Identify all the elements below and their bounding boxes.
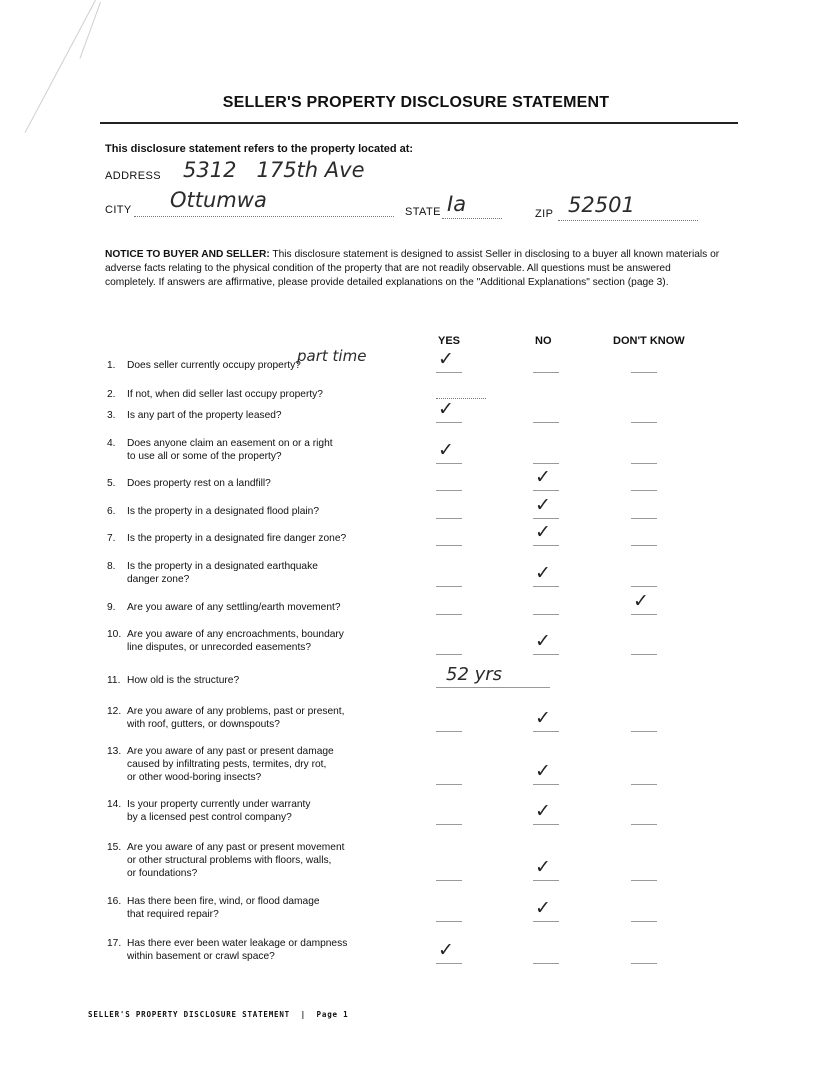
check-mark-icon: ✓ (535, 760, 551, 782)
answer-blank-yes[interactable] (436, 880, 462, 881)
answer-blank-dont-know[interactable] (631, 784, 657, 785)
question-number: 2. (107, 389, 116, 400)
question-text: Is any part of the property leased? (127, 410, 282, 421)
question-row (107, 437, 333, 463)
answer-blank-dont-know[interactable] (631, 490, 657, 491)
answer-blank-no[interactable] (533, 824, 559, 825)
city-underline (134, 216, 394, 217)
answer-text-field[interactable]: 52 yrs (446, 664, 503, 685)
answer-blank-yes[interactable] (436, 490, 462, 491)
answer-blank-dont-know[interactable] (631, 654, 657, 655)
question-number: 12. (107, 706, 122, 717)
question-number: 7. (107, 533, 116, 544)
answer-blank-dont-know[interactable] (631, 586, 657, 587)
question-row (107, 560, 318, 586)
answer-blank-no[interactable] (533, 463, 559, 464)
check-mark-icon: ✓ (535, 466, 551, 488)
title-rule (100, 122, 738, 124)
notice-paragraph (105, 248, 720, 290)
question-row (107, 937, 347, 963)
question-number: 10. (107, 629, 122, 640)
answer-blank-dont-know[interactable] (631, 518, 657, 519)
question-row (107, 895, 320, 921)
check-mark-icon: ✓ (633, 590, 649, 612)
question-number: 15. (107, 842, 122, 853)
check-mark-icon: ✓ (535, 562, 551, 584)
question-number: 9. (107, 602, 116, 613)
check-mark-icon: ✓ (438, 398, 454, 420)
answer-blank-yes[interactable] (436, 518, 462, 519)
column-dont-know: DON'T KNOW (613, 335, 685, 347)
question-row (107, 601, 341, 614)
question-text: Has there ever been water leakage or dampness within basement or crawl space? (127, 938, 348, 962)
address-field[interactable]: 5312 175th Ave (183, 158, 365, 182)
question-row (107, 705, 344, 731)
answer-blank-dont-know[interactable] (631, 880, 657, 881)
question-text: Are you aware of any past or present damage caused by infiltrating pests, termites, dry rot, or other wood-boring insects? (127, 746, 334, 783)
check-mark-icon: ✓ (535, 897, 551, 919)
answer-blank-dont-know[interactable] (631, 963, 657, 964)
check-mark-icon: ✓ (535, 521, 551, 543)
answer-blank-dont-know[interactable] (631, 422, 657, 423)
notice-heading: NOTICE TO BUYER AND SELLER: (105, 249, 270, 260)
answer-blank-yes[interactable] (436, 654, 462, 655)
zip-underline (558, 220, 698, 221)
answer-blank-no[interactable] (533, 518, 559, 519)
answer-blank-no[interactable] (533, 372, 559, 373)
answer-blank-no[interactable] (533, 422, 559, 423)
question-text: Are you aware of any settling/earth movement? (127, 602, 341, 613)
question-number: 8. (107, 561, 116, 572)
answer-blank-no[interactable] (533, 963, 559, 964)
question-number: 5. (107, 478, 116, 489)
answer-blank-no[interactable] (533, 586, 559, 587)
answer-line (436, 687, 550, 688)
question-number: 13. (107, 746, 122, 757)
check-mark-icon: ✓ (438, 348, 454, 370)
check-mark-icon: ✓ (535, 800, 551, 822)
answer-blank-dont-know[interactable] (631, 824, 657, 825)
answer-blank-dont-know[interactable] (631, 921, 657, 922)
question-number: 14. (107, 799, 122, 810)
check-mark-icon: ✓ (535, 630, 551, 652)
answer-blank-yes[interactable] (436, 545, 462, 546)
question-text: If not, when did seller last occupy property? (127, 389, 323, 400)
city-label: CITY (105, 204, 132, 216)
question-row (107, 359, 301, 372)
answer-blank-yes[interactable] (436, 731, 462, 732)
answer-blank-yes[interactable] (436, 422, 462, 423)
question-number: 16. (107, 896, 122, 907)
city-field[interactable]: Ottumwa (170, 188, 267, 212)
answer-blank-dont-know[interactable] (631, 463, 657, 464)
question-row (107, 388, 323, 401)
question-row (107, 628, 344, 654)
question-row (107, 798, 310, 824)
check-mark-icon: ✓ (438, 439, 454, 461)
column-no: NO (535, 335, 552, 347)
answer-blank-yes[interactable] (436, 372, 462, 373)
check-mark-icon: ✓ (535, 494, 551, 516)
question-row (107, 505, 319, 518)
question-text: Are you aware of any past or present movement or other structural problems with floors, walls, or foundations? (127, 842, 345, 879)
answer-blank-no[interactable] (533, 545, 559, 546)
page-footer: SELLER'S PROPERTY DISCLOSURE STATEMENT | Page 1 (88, 1010, 349, 1019)
question-row (107, 409, 282, 422)
answer-blank-yes[interactable] (436, 463, 462, 464)
question-row (107, 745, 334, 784)
answer-blank-no[interactable] (533, 784, 559, 785)
question-number: 11. (107, 675, 121, 686)
answer-blank-dont-know[interactable] (631, 731, 657, 732)
question-text: How old is the structure? (127, 675, 240, 686)
answer-blank-no[interactable] (533, 654, 559, 655)
question-number: 6. (107, 506, 116, 517)
notice-body: This disclosure statement is designed to assist Seller in disclosing to a buyer all known materials or adverse facts relating to the physical condition of the property that are not readily observable. All questions must be answered completely. If answers are affirmative, please provide detailed explanations on the "Additional Explanations" section (page 3). (105, 249, 720, 288)
answer-blank-no[interactable] (533, 490, 559, 491)
question-number: 4. (107, 438, 116, 449)
question-text: Is the property in a designated fire danger zone? (127, 533, 347, 544)
question-number: 1. (107, 360, 116, 371)
answer-blank-no[interactable] (533, 880, 559, 881)
question-row (107, 841, 344, 880)
question-number: 3. (107, 410, 116, 421)
check-mark-icon: ✓ (535, 856, 551, 878)
question-row (107, 674, 239, 687)
check-mark-icon: ✓ (535, 707, 551, 729)
state-underline (442, 218, 502, 219)
zip-field[interactable]: 52501 (568, 193, 635, 217)
question-text: Are you aware of any problems, past or present, with roof, gutters, or downspouts? (127, 706, 345, 730)
answer-blank-dont-know[interactable] (631, 614, 657, 615)
page-title: SELLER'S PROPERTY DISCLOSURE STATEMENT (222, 94, 610, 111)
scan-edge-line (25, 0, 96, 133)
answer-blank-yes[interactable] (436, 921, 462, 922)
answer-blank-dont-know[interactable] (631, 545, 657, 546)
question-text: Does seller currently occupy property? (127, 360, 301, 371)
question-text: Is your property currently under warranty by a licensed pest control company? (127, 799, 311, 823)
question-row (107, 532, 346, 545)
answer-blank-yes[interactable] (436, 614, 462, 615)
answer-blank-no[interactable] (533, 614, 559, 615)
state-field[interactable]: Ia (447, 192, 467, 216)
answer-blank-no[interactable] (533, 921, 559, 922)
answer-blank-yes[interactable] (436, 586, 462, 587)
answer-blank-no[interactable] (533, 731, 559, 732)
zip-label: ZIP (535, 208, 554, 220)
check-mark-icon: ✓ (438, 939, 454, 961)
address-label: ADDRESS (105, 170, 161, 182)
question-number: 17. (107, 938, 122, 949)
answer-blank-yes[interactable] (436, 963, 462, 964)
question-text: Is the property in a designated earthquake danger zone? (127, 561, 318, 585)
handwritten-note: part time (297, 347, 367, 365)
question-text: Has there been fire, wind, or flood damage that required repair? (127, 896, 320, 920)
question-text: Does property rest on a landfill? (127, 478, 271, 489)
column-yes: YES (438, 335, 461, 347)
answer-blank-dont-know[interactable] (631, 372, 657, 373)
answer-blank-yes[interactable] (436, 784, 462, 785)
question-text: Are you aware of any encroachments, boundary line disputes, or unrecorded easements? (127, 629, 344, 653)
refers-text: This disclosure statement refers to the property located at: (105, 143, 414, 155)
question-row (107, 477, 271, 490)
state-label: STATE (405, 206, 441, 218)
question-text: Does anyone claim an easement on or a right to use all or some of the property? (127, 438, 333, 462)
answer-blank-yes[interactable] (436, 824, 462, 825)
question-text: Is the property in a designated flood plain? (127, 506, 319, 517)
